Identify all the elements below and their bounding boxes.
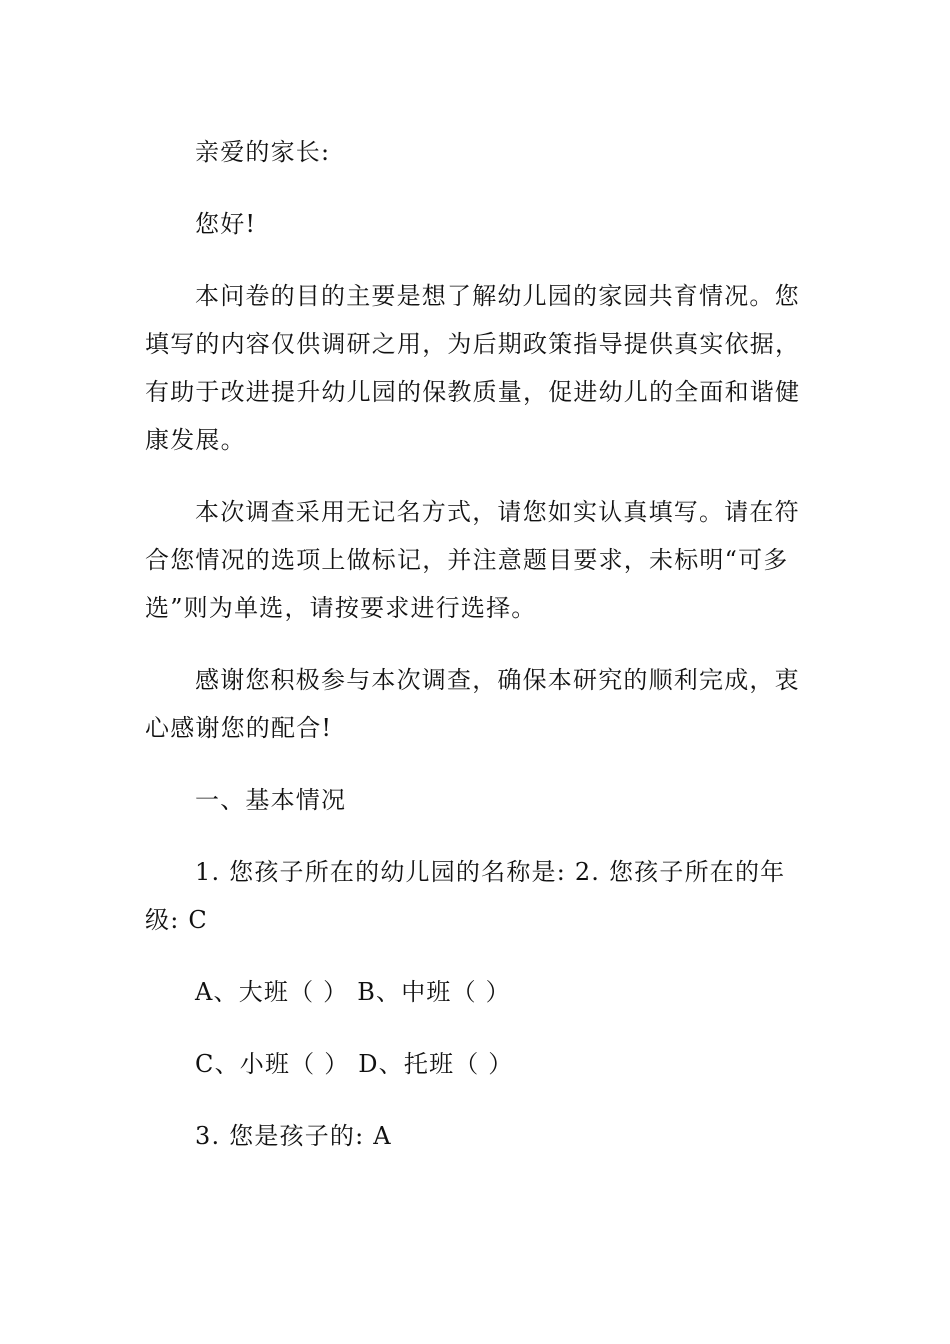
instructions-paragraph	[145, 488, 810, 632]
grade-options-row-2: C、小班（ ） D、托班（ ）	[195, 1050, 514, 1078]
thanks-paragraph	[145, 656, 810, 752]
question-line: 1. 您孩子所在的幼儿园的名称是: 2. 您孩子所在的年	[195, 858, 786, 886]
question-line: 级: C	[145, 906, 208, 934]
grade-options-row-1: A、大班（ ） B、中班（ ）	[195, 978, 511, 1006]
document-body	[145, 128, 810, 1184]
greeting: 亲爱的家长:	[195, 138, 331, 166]
intro-line: 康发展。	[145, 426, 246, 454]
hello-line: 您好!	[195, 210, 257, 238]
question-1-2	[145, 848, 810, 944]
question-3: 3. 您是孩子的: A	[195, 1122, 392, 1150]
instructions-line: 合您情况的选项上做标记，并注意题目要求，未标明“可多	[145, 546, 789, 574]
intro-paragraph	[145, 272, 810, 464]
intro-line: 有助于改进提升幼儿园的保教质量，促进幼儿的全面和谐健	[145, 378, 801, 406]
intro-line: 填写的内容仅供调研之用，为后期政策指导提供真实依据，	[145, 330, 801, 358]
thanks-line: 感谢您积极参与本次调查，确保本研究的顺利完成，衷	[195, 666, 800, 694]
intro-line: 本问卷的目的主要是想了解幼儿园的家园共育情况。您	[195, 282, 800, 310]
section-title: 一、基本情况	[195, 786, 347, 814]
thanks-line: 心感谢您的配合!	[145, 714, 333, 742]
instructions-line: 本次调查采用无记名方式，请您如实认真填写。请在符	[195, 498, 800, 526]
instructions-line: 选”则为单选，请按要求进行选择。	[145, 594, 537, 622]
